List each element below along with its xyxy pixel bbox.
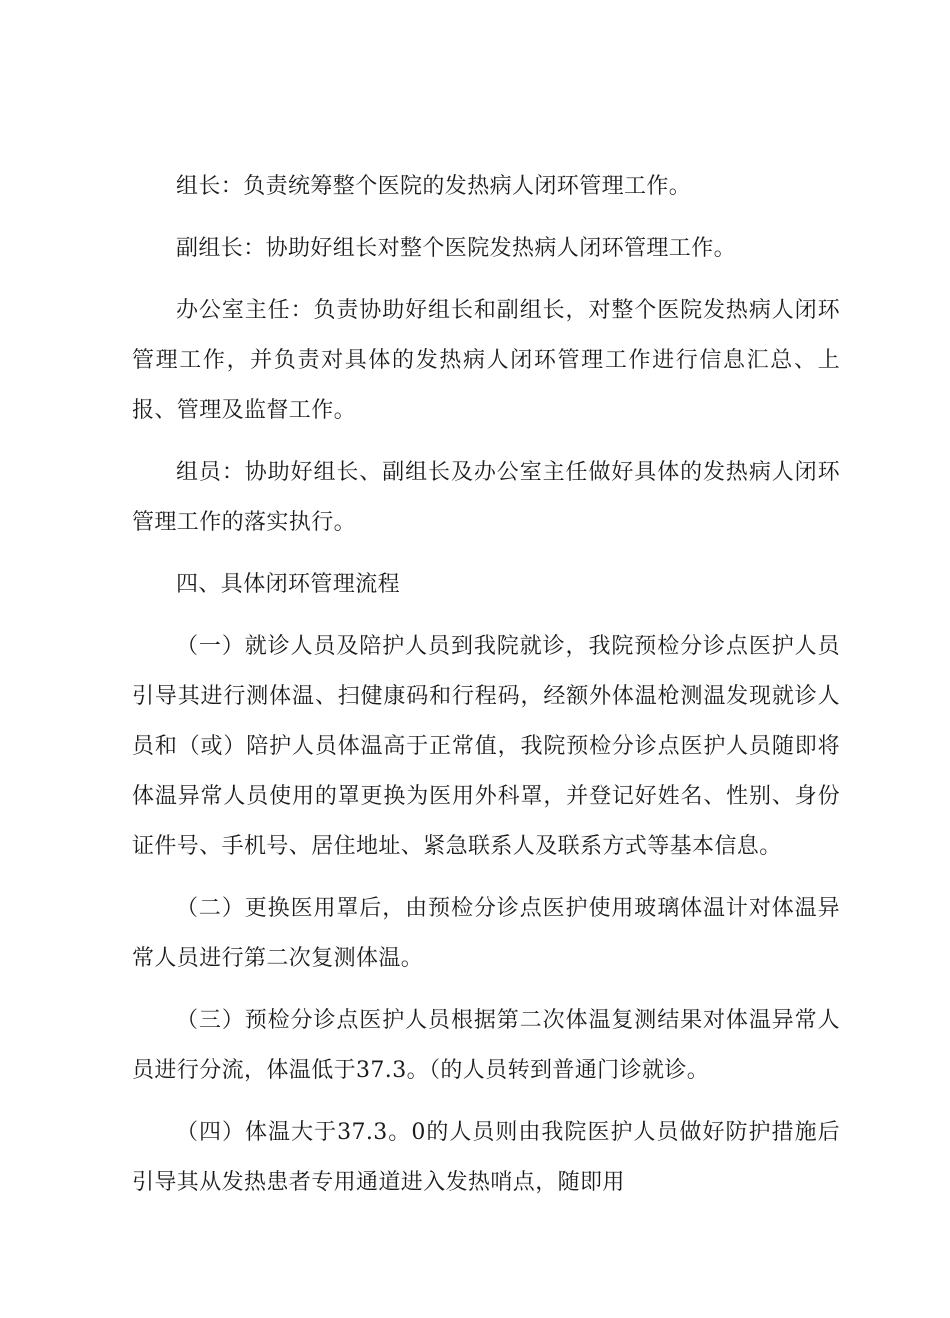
paragraph-step-3: （三）预检分诊点医护人员根据第二次体温复测结果对体温异常人员进行分流，体温低于37.3。（的人员转到普通门诊就诊。 <box>132 1008 840 1083</box>
paragraph-step-1: （一）就诊人员及陪护人员到我院就诊，我院预检分诊点医护人员引导其进行测体温、扫健康码和行程码，经额外体温枪测温发现就诊人员和（或）陪护人员体温高于正常值，我院预检分诊点医护人员随即将体温异常人员使用的罩更换为医用外科罩，并登记好姓名、性别、身份证件号、手机号、居住地址、紧急联系人及联系方式等基本信息。 <box>132 634 840 859</box>
paragraph-step-2: （二）更换医用罩后，由预检分诊点医护使用玻璃体温计对体温异常人员进行第二次复测体温。 <box>132 896 840 971</box>
section-heading-process: 四、具体闭环管理流程 <box>176 572 401 597</box>
document-body <box>132 162 840 1208</box>
paragraph-group-member: 组员：协助好组长、副组长及办公室主任做好具体的发热病人闭环管理工作的落实执行。 <box>132 460 840 535</box>
paragraph-group-leader: 组长：负责统筹整个医院的发热病人闭环管理工作。 <box>176 174 692 199</box>
paragraph-step-4: （四）体温大于37.3。0的人员则由我院医护人员做好防护措施后引导其从发热患者专用通道进入发热哨点，随即用 <box>132 1120 840 1195</box>
paragraph-office-director: 办公室主任：负责协助好组长和副组长，对整个医院发热病人闭环管理工作，并负责对具体的发热病人闭环管理工作进行信息汇总、上报、管理及监督工作。 <box>132 298 840 423</box>
paragraph-deputy-leader: 副组长：协助好组长对整个医院发热病人闭环管理工作。 <box>176 236 737 261</box>
